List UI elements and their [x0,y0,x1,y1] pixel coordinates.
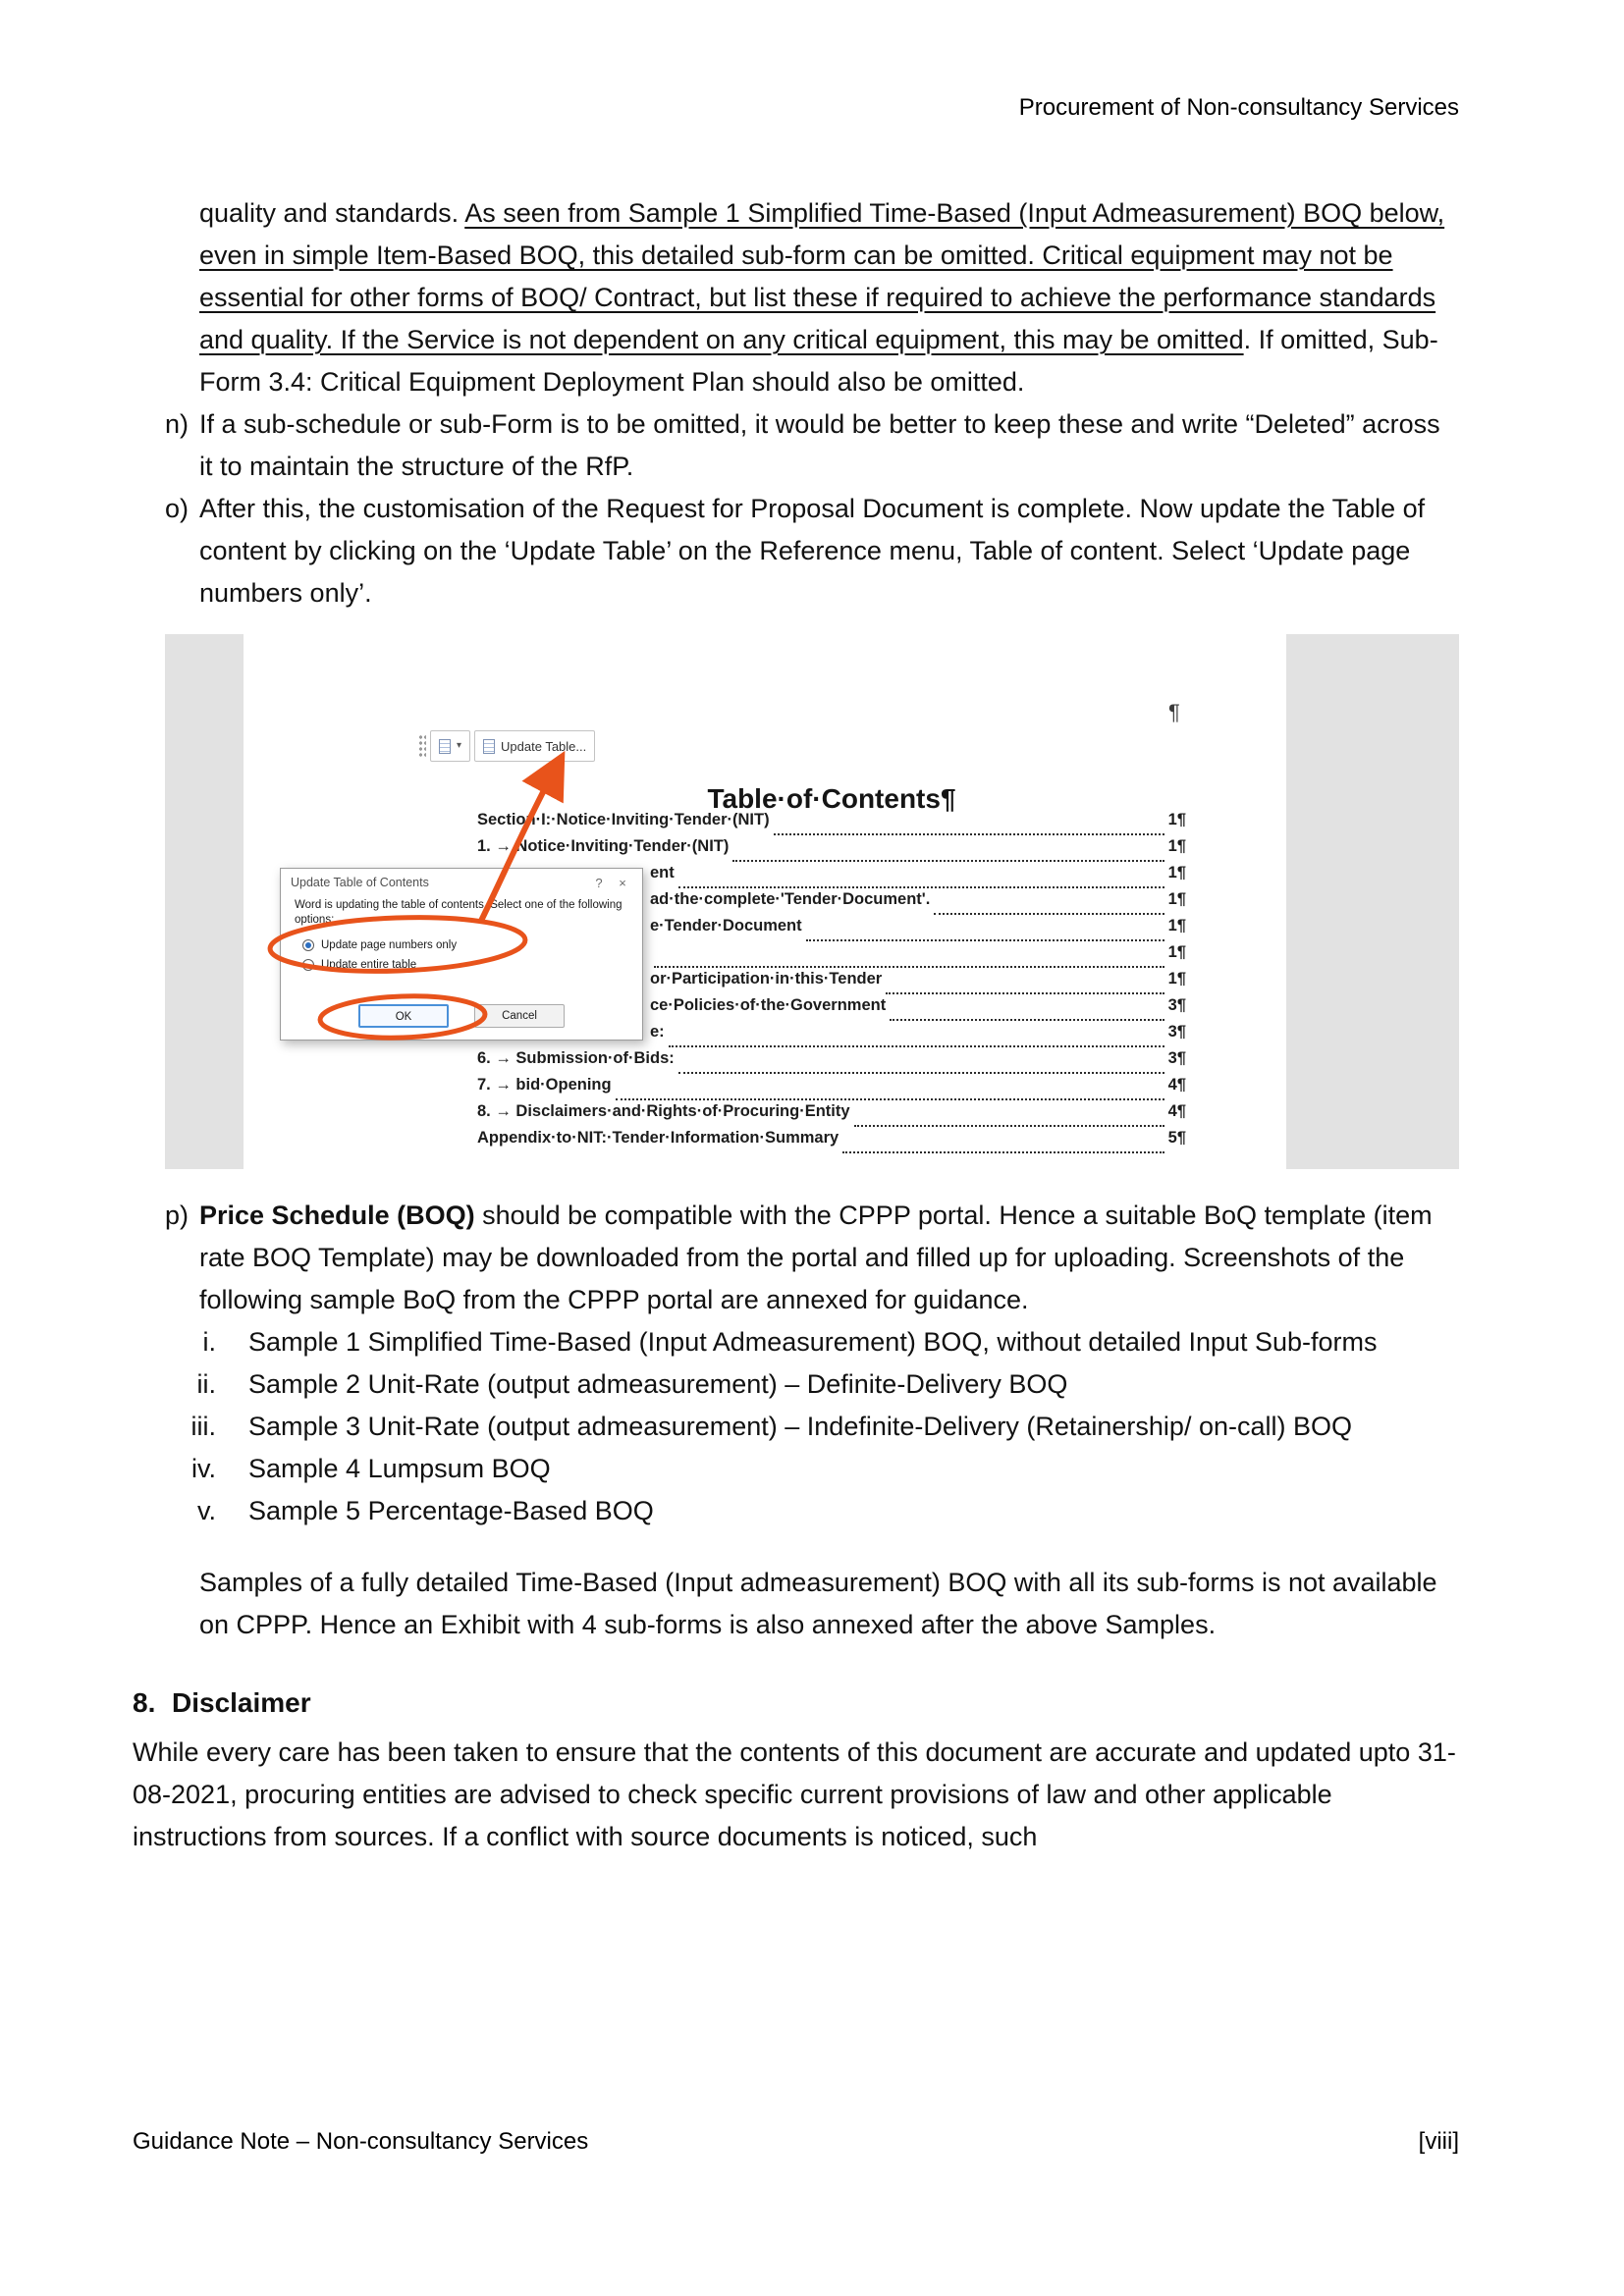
list-item-text-rest: should be compatible with the CPPP portal. Hence a suitable BoQ template (item rate BOQ Template) may be downloaded from the portal and filled up for uploading. Screenshots of the following sample BoQ from the CPPP portal are annexed for guidance. [199,1201,1433,1314]
page-footer [133,2128,1459,2156]
disclaimer-paragraph: While every care has been taken to ensure that the contents of this document are accurate and updated upto 31-08-2021, procuring entities are advised to check specific current provisions of law and other applicable instructions from sources. If a conflict with source documents is noticed, such [133,1737,1456,1851]
roman-text: Sample 3 Unit-Rate (output admeasurement) – Indefinite-Delivery (Retainership/ on-call) BOQ [248,1412,1352,1441]
toc-entry: 6. → Submission·of·Bids: 3¶ [477,1053,1186,1080]
list-marker: n) [165,409,189,439]
dialog-options [281,928,642,975]
radio-update-entire-table[interactable] [302,955,628,975]
dot-leader [842,1151,1164,1153]
dot-leader [678,1072,1164,1074]
roman-text: Sample 4 Lumpsum BOQ [248,1454,551,1483]
ok-button[interactable]: OK [358,1004,449,1028]
page-icon [483,739,495,754]
toc-title: Table·of·Contents¶ [707,783,956,814]
paragraph-plain-end: . If omitted, Sub-Form 3.4: Critical Equipment Deployment Plan should also be omitted. [199,325,1438,397]
list-item-text: After this, the customisation of the Request for Proposal Document is complete. Now update the Table of content by clicking on the ‘Update Table’ on the Reference menu, Table of content. Select ‘Update page numbers only’. [199,494,1426,608]
dot-leader [854,1125,1164,1127]
roman-text: Sample 1 Simplified Time-Based (Input Admeasurement) BOQ, without detailed Input Sub-forms [248,1327,1378,1357]
heading-text: Disclaimer [172,1687,311,1718]
toc-entry: 7. → bid·Opening 4¶ [477,1080,1186,1106]
toc-entry: Appendix·to·NIT:·Tender·Information·Summary 5¶ [477,1133,1186,1159]
dot-leader [886,992,1164,994]
list-item-o [133,488,1459,614]
roman-text: Sample 2 Unit-Rate (output admeasurement) – Definite-Delivery BOQ [248,1369,1068,1399]
roman-numeral: iv. [191,1454,216,1483]
paragraph-plain-start: quality and standards. [199,198,465,228]
list-marker: o) [165,494,189,523]
toc-entry: 8. → Disclaimers·and·Rights·of·Procuring·Entity 4¶ [477,1106,1186,1133]
radio-label: Update entire table [321,958,417,971]
radio-selected-icon[interactable] [302,939,314,951]
help-icon[interactable]: ? [595,875,603,890]
toolbar-grip-icon[interactable] [418,734,426,758]
heading-number: 8. [133,1687,156,1718]
page-icon [439,739,451,754]
floating-toolbar [418,730,595,762]
close-icon[interactable]: × [619,875,626,890]
roman-item-2 [133,1363,1459,1406]
radio-label: Update page numbers only [321,938,458,951]
toc-gallery-button[interactable] [430,730,470,762]
toc-entry: 1¶ [477,947,1186,974]
paragraph-critical-equipment [199,192,1459,403]
toc-entry: e·Tender·Document 1¶ [477,921,1186,947]
dialog-buttons [281,1004,642,1028]
dot-leader [669,1045,1164,1047]
page-content [133,192,1459,1858]
samples-paragraph: Samples of a fully detailed Time-Based (Input admeasurement) BOQ with all its sub-forms is not available on CPPP. Hence an Exhibit with 4 sub-forms is also annexed after the above Samples. [199,1568,1437,1639]
list-item-text [199,1195,1459,1321]
list-item-text: If a sub-schedule or sub-Form is to be omitted, it would be better to keep these and write “Deleted” across it to maintain the structure of the RfP. [199,409,1440,481]
roman-item-5 [133,1490,1459,1532]
toc-entry: Section·I:·Notice·Inviting·Tender·(NIT) 1¶ [477,815,1186,841]
toc-entry: ad·the·complete·'Tender·Document'. 1¶ [477,894,1186,921]
update-toc-dialog [280,868,643,1041]
paragraph-underlined: As seen from Sample 1 Simplified Time-Based (Input Admeasurement) BOQ below, even in simple Item-Based BOQ, this detailed sub-form can be omitted. Critical equipment may not be essential for other forms of BOQ/ Contract, but list these if required to achieve the performance standards and quality. If the Service is not dependent on any critical equipment, this may be omitted [199,198,1445,354]
update-table-button[interactable] [474,730,595,762]
roman-numeral: i. [202,1327,216,1357]
roman-item-3 [133,1406,1459,1448]
roman-numeral: iii. [190,1412,216,1441]
dialog-titlebar [281,869,642,896]
app-canvas-left [165,634,244,1169]
roman-text: Sample 5 Percentage-Based BOQ [248,1496,654,1525]
toc-entry: ent 1¶ [477,868,1186,894]
footer-page-number: [viii] [1418,2128,1459,2155]
running-header: Procurement of Non-consultancy Services [1018,94,1459,121]
roman-item-4 [133,1448,1459,1490]
dot-leader [774,833,1164,835]
dot-leader [934,913,1164,915]
price-schedule-bold: Price Schedule (BOQ) [199,1201,475,1230]
roman-numeral: v. [197,1496,216,1525]
radio-unselected-icon[interactable] [302,959,314,971]
toc-entry: or·Participation·in·this·Tender 1¶ [477,974,1186,1000]
dialog-message: Word is updating the table of contents. Select one of the following options: [295,899,623,926]
footer-document-title: Guidance Note – Non-consultancy Services [133,2128,589,2155]
list-item-p [133,1195,1459,1321]
toc-entry: ce·Policies·of·the·Government 3¶ [477,1000,1186,1027]
list-item-n [133,403,1459,488]
dialog-title: Update Table of Contents [291,875,429,889]
chevron-down-icon: ▾ [457,740,462,751]
list-marker: p) [165,1201,189,1230]
update-table-label: Update Table... [501,738,587,754]
app-canvas-right [1286,634,1459,1169]
toc-entry: 1. → Notice·Inviting·Tender·(NIT) 1¶ [477,841,1186,868]
dot-leader [806,939,1164,941]
roman-item-1 [133,1321,1459,1363]
disclaimer-heading [133,1682,1459,1724]
cancel-button[interactable]: Cancel [474,1004,565,1028]
dot-leader [732,860,1164,862]
pilcrow-mark: ¶ [1168,700,1180,724]
toc-entry: e: 3¶ [477,1027,1186,1053]
roman-numeral: ii. [196,1369,216,1399]
dot-leader [890,1019,1164,1021]
word-screenshot-figure [165,634,1459,1169]
